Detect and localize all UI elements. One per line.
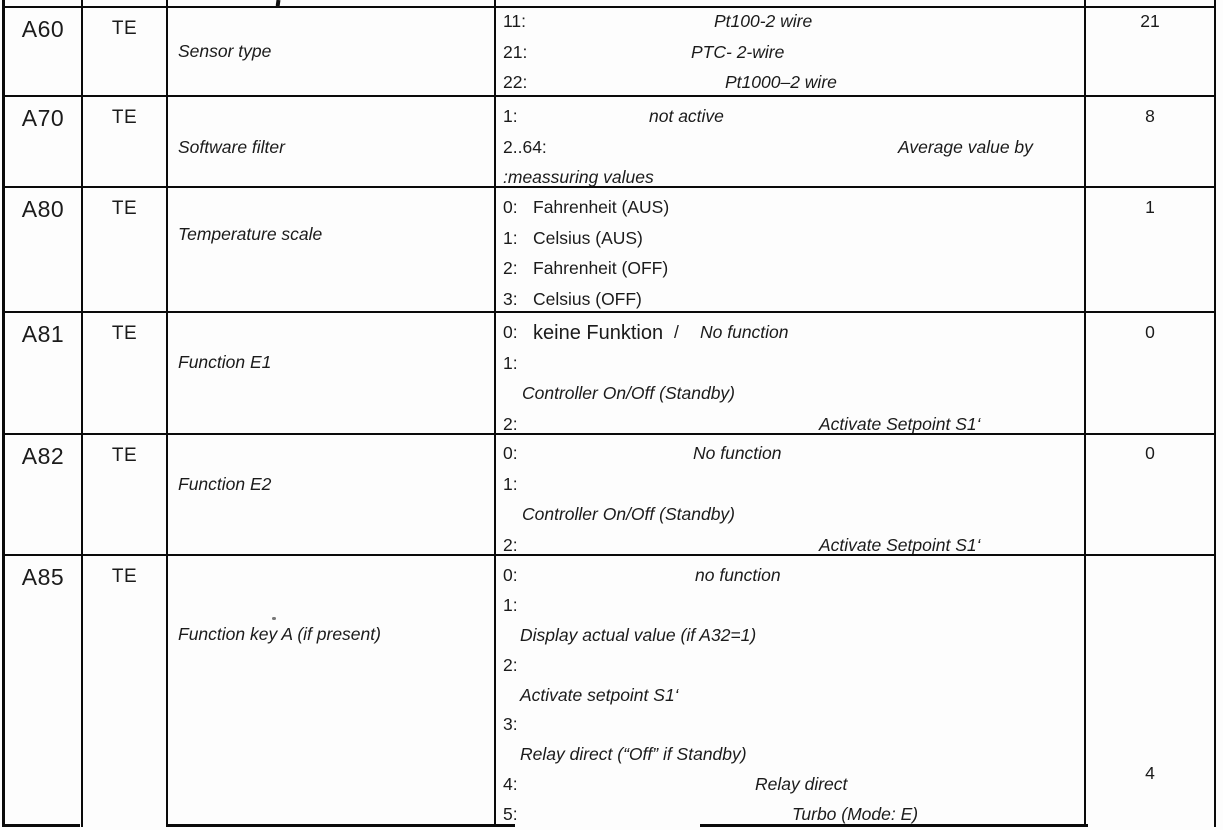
param-code-cell: A70 [5,97,83,186]
option-line [503,322,1084,353]
default-value-cell: 0 [1145,443,1155,463]
option-number: 1: [503,594,518,615]
option-line [503,714,1084,744]
table-row [5,435,1214,556]
option-line [503,228,1084,259]
option-line [503,774,1084,804]
option-line [503,565,1084,595]
option-text: :meassuring values [503,167,654,186]
table-row [5,8,1214,97]
default-value-cell: 8 [1145,106,1155,126]
option-number: 2: [503,654,518,675]
param-code-cell [5,0,83,6]
option-text: Display actual value (if A32=1) [520,624,757,645]
option-text: Relay direct [755,774,848,795]
option-line [503,106,1084,137]
option-line [503,72,1084,95]
table-row [5,188,1214,313]
option-text: Celsius (OFF) [533,288,642,309]
options-cell [496,435,1086,554]
option-line [503,289,1084,311]
option-line [503,137,1084,168]
option-number: 0: [503,197,518,217]
description-cell: Temperature scale [168,188,496,311]
option-line [503,535,1084,555]
te-cell: TE [83,188,168,311]
option-text: Celsius (AUS) [533,227,643,248]
option-text: No function [693,443,782,463]
option-line [503,685,1084,715]
default-value-cell: 0 [1145,322,1155,342]
te-cell: TE [83,97,168,186]
option-text: not active [649,106,724,126]
param-code-cell: A80 [5,188,83,311]
option-text: Pt100-2 wire [714,11,813,31]
option-line [503,258,1084,289]
table-row [5,97,1214,188]
table-row [5,313,1214,435]
description-cell [168,0,496,6]
te-cell: TE [83,435,168,554]
option-text: / [674,322,679,342]
options-cell [496,0,1086,6]
option-number: 0: [503,565,518,585]
options-cell [496,313,1086,433]
options-cell [496,188,1086,311]
param-code-cell: A85 [5,556,83,827]
description-cell: Software filter [168,97,496,186]
option-number: 0: [503,443,518,463]
te-cell [83,0,168,6]
param-code-cell: A82 [5,435,83,554]
option-line [503,744,1084,774]
default-value-cell: 21 [1140,11,1160,31]
option-number: 1: [503,227,518,248]
default-value-cell: 4 [1145,763,1155,783]
option-number: 3: [503,288,518,309]
options-cell [496,556,1086,827]
option-line [503,443,1084,474]
option-text: Pt1000–2 wire [725,72,837,92]
param-code-cell: A81 [5,313,83,433]
option-number: 2: [503,534,518,554]
option-line [503,474,1084,505]
option-text: no function [695,565,781,585]
option-text: Turbo (Mode: E) [792,804,919,825]
option-number: 2: [503,413,518,433]
option-text: Controller On/Off (Standby) [522,504,735,524]
option-text: keine Funktion [533,322,664,344]
bottom-border-segment [700,824,1088,827]
option-line [503,353,1084,384]
option-number: 1: [503,473,518,494]
option-line [503,383,1084,414]
description-cell: Function E1 [168,313,496,433]
option-text: Activate Setpoint S1‘ [819,534,981,554]
option-line [503,11,1084,42]
option-line [503,167,1084,186]
option-text: Relay direct (“Off” if Standby) [520,744,747,765]
param-code-cell: A60 [5,8,83,95]
default-value-cell [1086,0,1214,6]
option-number: 2: [503,258,518,279]
option-number: 2..64: [503,136,547,157]
option-text: Activate setpoint S1‘ [520,684,679,705]
option-number: 11: [503,11,527,31]
option-number: 1: [503,106,518,126]
option-line [503,504,1084,535]
options-cell [496,8,1086,95]
option-text: No function [700,322,789,342]
option-line [503,655,1084,685]
default-value-cell: 1 [1145,197,1155,217]
option-number: 21: [503,41,528,62]
option-line [503,625,1084,655]
te-cell: TE [83,8,168,95]
option-line [503,595,1084,625]
description-cell: Function key A (if present) [168,556,496,827]
parameter-table [2,0,1216,827]
option-number: 4: [503,774,518,795]
te-cell: TE [83,313,168,433]
option-text: Fahrenheit (AUS) [533,197,670,217]
option-number: 22: [503,72,528,92]
description-cell: Sensor type [168,8,496,95]
description-cell: Function E2 [168,435,496,554]
option-number: 5: [503,804,518,825]
table-row [5,556,1214,827]
bottom-border-segment [168,824,515,827]
te-cell: TE [83,556,168,827]
option-text: Controller On/Off (Standby) [522,383,735,403]
option-line [503,42,1084,73]
option-text: PTC- 2-wire [691,41,785,62]
scan-artifact-dot [272,617,276,620]
option-text: Average value by [898,136,1033,157]
options-cell [496,97,1086,186]
option-number: 3: [503,714,518,735]
option-text: Fahrenheit (OFF) [533,258,669,279]
bottom-border-segment [2,824,80,827]
option-number: 1: [503,352,518,373]
option-text: Activate Setpoint S1‘ [819,413,981,433]
option-line [503,197,1084,228]
partial-row-top [5,0,1214,8]
option-number: 0: [503,322,518,342]
option-line [503,414,1084,434]
